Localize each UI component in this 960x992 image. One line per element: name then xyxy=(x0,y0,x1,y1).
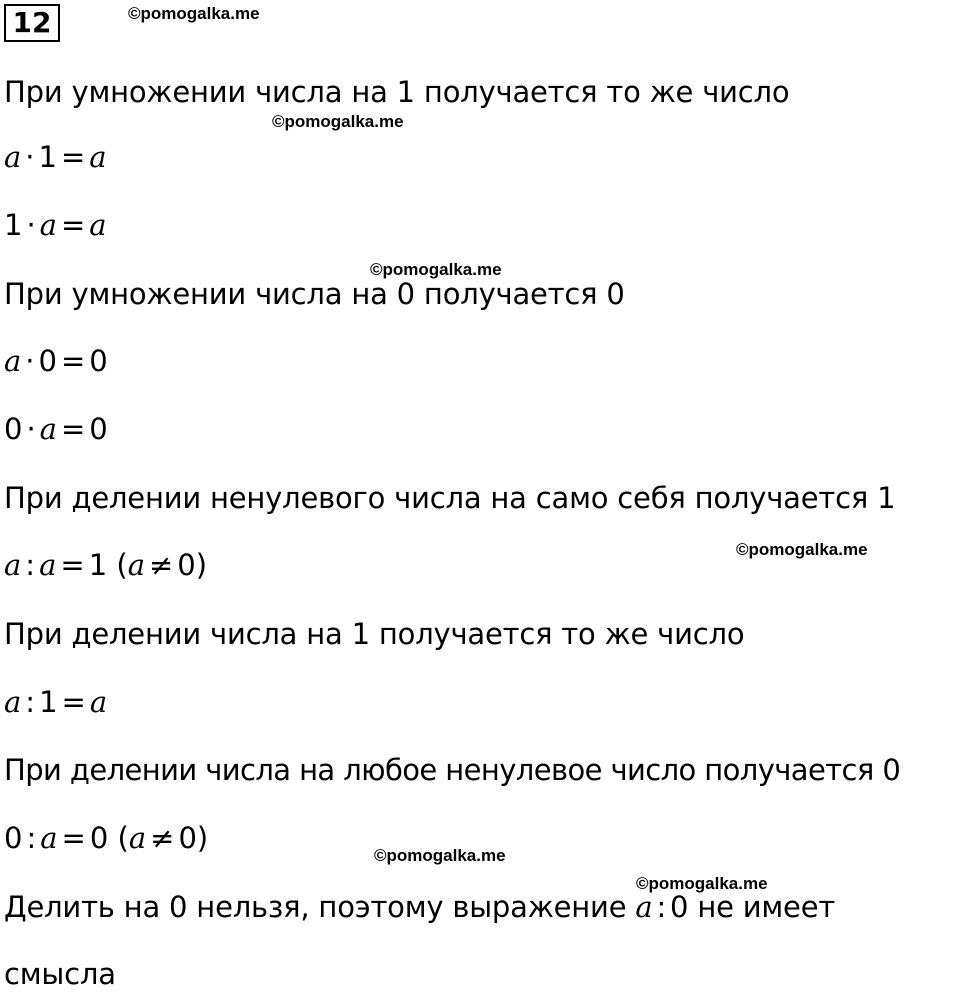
task-number-badge: 12 xyxy=(4,4,60,42)
watermark-5: ©pomogalka.me xyxy=(374,846,506,865)
rule-zero-divided: При делении числа на любое ненулевое число получается 0 xyxy=(4,753,901,787)
formula-a-div-a: a : a = 1 (a ≠ 0) xyxy=(4,548,208,582)
watermark-2: ©pomogalka.me xyxy=(272,112,404,131)
rule-divide-by-zero: Делить на 0 нельзя, поэтому выражение a : 0 не имеет xyxy=(4,890,836,924)
watermark-4: ©pomogalka.me xyxy=(736,540,868,559)
formula-a-times-one: a · 1 = a xyxy=(4,140,107,174)
watermark-1: ©pomogalka.me xyxy=(128,4,260,23)
formula-a-times-zero: a · 0 = 0 xyxy=(4,344,108,378)
watermark-3: ©pomogalka.me xyxy=(370,260,502,279)
rule-multiply-by-one: При умножении числа на 1 получается то же число xyxy=(4,75,790,109)
rule-divide-by-self: При делении ненулевого числа на само себя получается 1 xyxy=(4,481,896,515)
rule-multiply-by-zero: При умножении числа на 0 получается 0 xyxy=(4,277,625,311)
rule-divide-by-one: При делении числа на 1 получается то же число xyxy=(4,617,745,651)
watermark-6: ©pomogalka.me xyxy=(636,874,768,893)
rule-divide-by-zero-end: смысла xyxy=(4,957,116,991)
formula-zero-div-a: 0 : a = 0 (a ≠ 0) xyxy=(4,821,209,855)
formula-a-div-one: a : 1 = a xyxy=(4,685,108,719)
formula-zero-times-a: 0 · a = 0 xyxy=(4,412,108,446)
formula-one-times-a: 1 · a = a xyxy=(4,208,107,242)
